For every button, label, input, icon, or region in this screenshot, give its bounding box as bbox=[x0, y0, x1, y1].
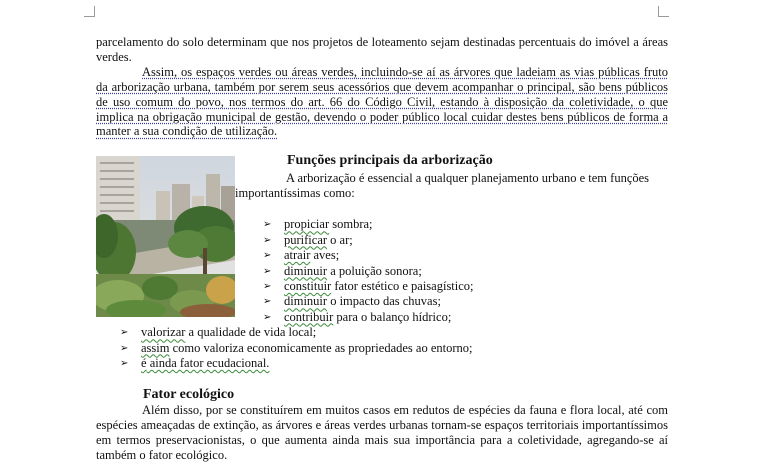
list-item bbox=[263, 232, 474, 248]
arrow-bullet-icon: ➢ bbox=[263, 219, 272, 231]
list-item-text: ainda fator ecudacional. bbox=[146, 356, 270, 371]
list-item-text: o impacto das chuvas; bbox=[327, 294, 441, 309]
paragraph-ecological: Além disso, por se constituírem em muitos casos em redutos de espécies da fauna e flora local, até com espécies ameaçadas de extinção, as árvores e áreas verdes urbanas tornam-se espaços territoriais importantíssimos em termos preservacionistas, o que aumenta ainda mais sua importância para a coletividade, agregando-se aí também o fator ecológico. bbox=[96, 403, 668, 462]
document-page bbox=[96, 35, 668, 463]
list-item-text: o ar; bbox=[327, 232, 353, 247]
list-item-keyword: constituir bbox=[284, 278, 332, 293]
arrow-bullet-icon: ➢ bbox=[120, 358, 129, 370]
functions-list-beside-photo bbox=[263, 217, 474, 325]
list-item-text: para o balanço hídrico; bbox=[333, 309, 452, 324]
list-item bbox=[120, 356, 473, 371]
section-intro-text: A arborização é essencial a qualquer planejamento urbano e tem funções importantíssimas como: bbox=[235, 171, 650, 201]
list-item-keyword: valorizar bbox=[141, 325, 186, 340]
list-item bbox=[263, 278, 474, 294]
list-item-text: como valoriza economicamente as propriedades ao entorno; bbox=[169, 340, 473, 355]
section-title-functions: Funções principais da arborização bbox=[287, 153, 493, 169]
page-corner-mark-left bbox=[84, 6, 95, 17]
list-item-text: sombra; bbox=[329, 217, 373, 232]
urban-trees-photo bbox=[96, 156, 235, 317]
arrow-bullet-icon: ➢ bbox=[263, 250, 272, 262]
list-item-keyword: purificar bbox=[284, 232, 328, 247]
arrow-bullet-icon: ➢ bbox=[120, 327, 129, 339]
list-item-text: a qualidade de vida local; bbox=[185, 325, 317, 340]
list-item bbox=[263, 248, 474, 263]
section-title-ecological: Fator ecológico bbox=[143, 387, 235, 403]
section-main-functions bbox=[96, 154, 668, 369]
arrow-bullet-icon: ➢ bbox=[263, 280, 272, 292]
list-item bbox=[263, 294, 474, 309]
list-item-text: aves; bbox=[310, 248, 340, 263]
functions-list-full-width bbox=[120, 325, 473, 371]
list-item bbox=[263, 309, 474, 325]
list-item-keyword: é bbox=[141, 356, 147, 371]
arrow-bullet-icon: ➢ bbox=[263, 311, 272, 323]
paragraph-intro: parcelamento do solo determinam que nos projetos de loteamento sejam destinadas percentuais do imóvel a áreas verdes. bbox=[96, 35, 668, 64]
list-item-keyword: propiciar bbox=[284, 217, 330, 232]
list-item bbox=[263, 217, 474, 232]
list-item-keyword: atrair bbox=[284, 248, 311, 263]
arrow-bullet-icon: ➢ bbox=[120, 342, 129, 354]
list-item-text: a poluição sonora; bbox=[327, 263, 422, 278]
list-item bbox=[120, 340, 473, 356]
list-item bbox=[120, 325, 473, 340]
list-item-text: fator estético e paisagístico; bbox=[331, 278, 474, 293]
list-item bbox=[263, 263, 474, 279]
page-corner-mark-right bbox=[658, 6, 669, 17]
arrow-bullet-icon: ➢ bbox=[263, 234, 272, 246]
list-item-keyword: diminuir bbox=[284, 294, 328, 309]
list-item-keyword: contribuir bbox=[284, 309, 334, 324]
list-item-keyword: diminuir bbox=[284, 263, 328, 278]
paragraph-public-goods: Assim, os espaços verdes ou áreas verdes, incluindo-se aí as árvores que ladeiam as vias públicas fruto da arborização urbana, também por serem seus acessórios que devem acompanhar o principal, são bens públicos de uso comum do povo, nos termos do art. 66 do Código Civil, estando à disposição da coletividade, o que implica na obrigação municipal de gestão, devendo o poder público local cuidar destes bens públicos de forma a manter a sua condição de utilização. bbox=[96, 64, 668, 139]
arrow-bullet-icon: ➢ bbox=[263, 265, 272, 277]
arrow-bullet-icon: ➢ bbox=[263, 296, 272, 308]
list-item-keyword: assim bbox=[141, 340, 170, 355]
